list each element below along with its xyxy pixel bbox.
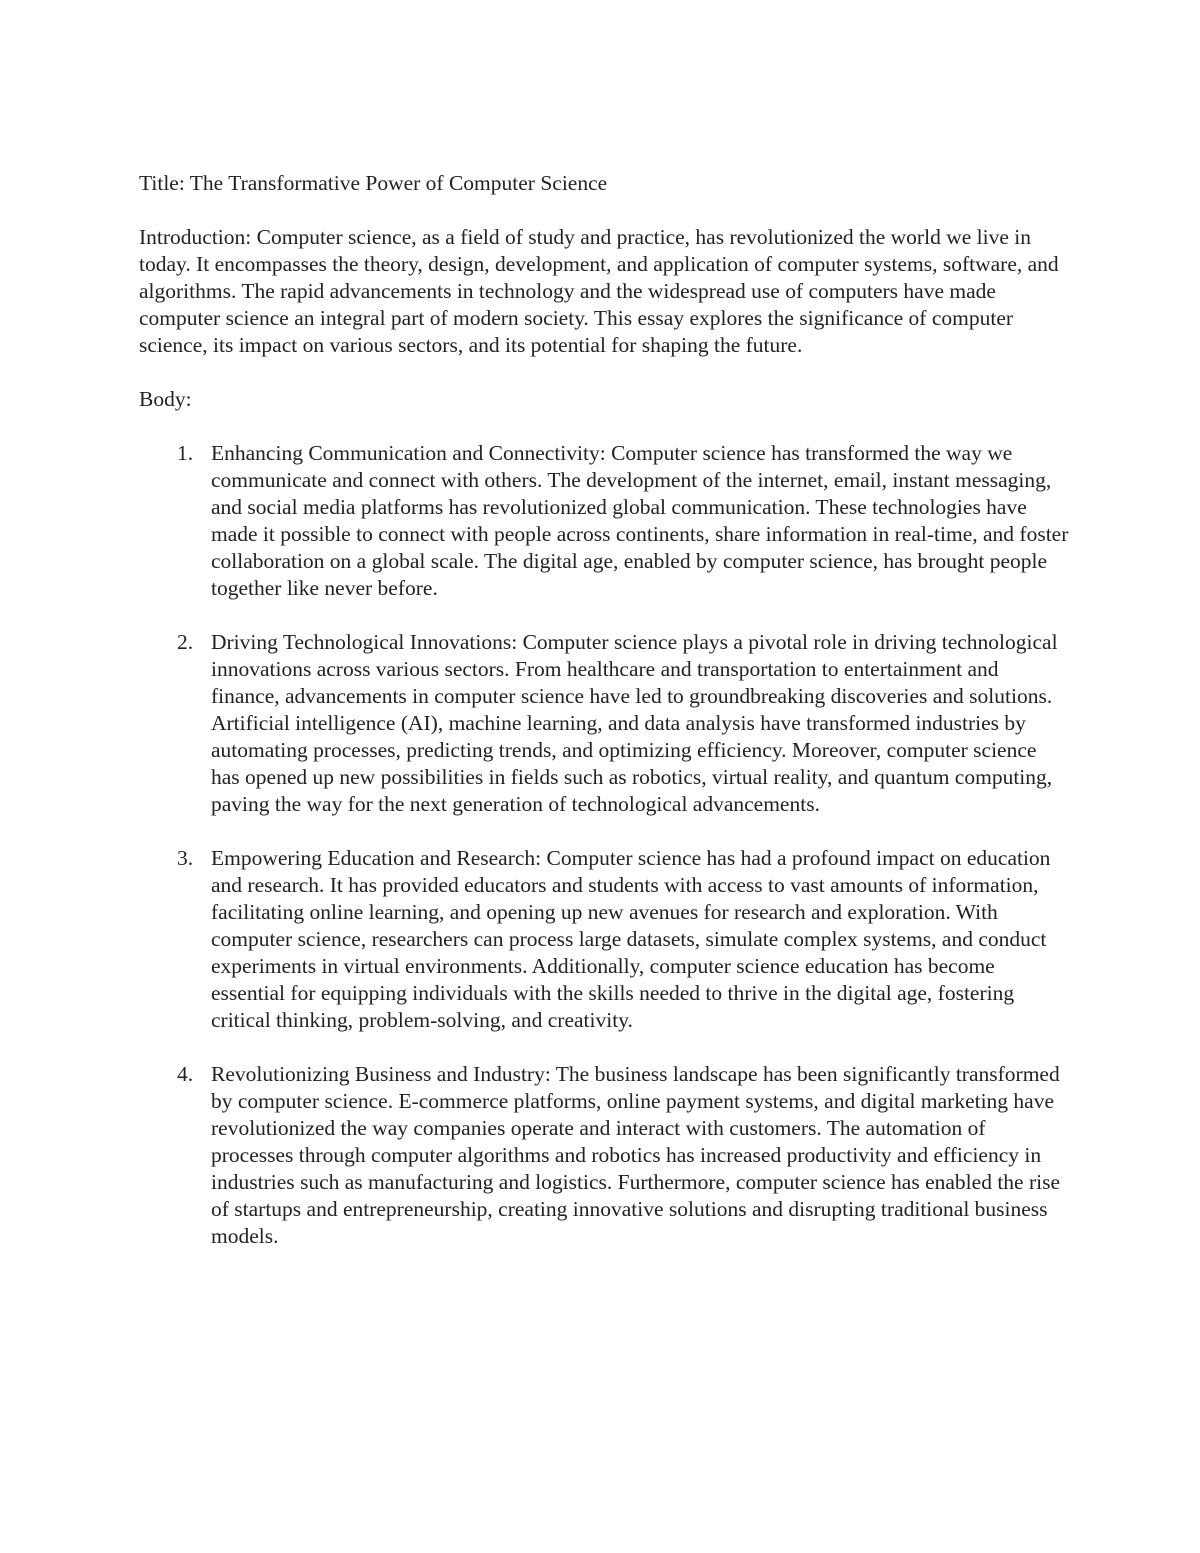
section-text: Computer science has had a profound impact on education and research. It has provided educators and students with access to vast amounts of information, facilitating online learning, and opening up new avenues for research and exploration. With computer science, researchers can process large datasets, simulate complex systems, and conduct experiments in virtual environments. Additionally, computer science education has become essential for equipping individuals with the skills needed to thrive in the digital age, fostering critical thinking, problem-solving, and creativity. — [211, 846, 1051, 1032]
list-item — [139, 629, 1069, 818]
list-item — [139, 845, 1069, 1034]
section-text: Computer science plays a pivotal role in driving technological innovations across various sectors. From healthcare and transportation to entertainment and finance, advancements in computer science have led to groundbreaking discoveries and solutions. Artificial intelligence (AI), machine learning, and data analysis have transformed industries by automating processes, predicting trends, and optimizing efficiency. Moreover, computer science has opened up new possibilities in fields such as robotics, virtual reality, and quantum computing, paving the way for the next generation of technological advancements. — [211, 630, 1058, 816]
section-text: The business landscape has been significantly transformed by computer science. E-commerce platforms, online payment systems, and digital marketing have revolutionized the way companies operate and interact with customers. The automation of processes through computer algorithms and robotics has increased productivity and efficiency in industries such as manufacturing and logistics. Furthermore, computer science has enabled the rise of startups and entrepreneurship, creating innovative solutions and disrupting traditional business models. — [211, 1062, 1060, 1248]
section-text: Computer science has transformed the way we communicate and connect with others. The development of the internet, email, instant messaging, and social media platforms has revolutionized global communication. These technologies have made it possible to connect with people across continents, share information in real-time, and foster collaboration on a global scale. The digital age, enabled by computer science, has brought people together like never before. — [211, 441, 1069, 600]
body-heading: Body: — [139, 387, 192, 411]
list-item-number: 3. — [177, 846, 194, 870]
section-title: Revolutionizing Business and Industry: — [211, 1062, 551, 1086]
section-title: Enhancing Communication and Connectivity: — [211, 441, 606, 465]
document-content — [139, 170, 1069, 1277]
section-title: Driving Technological Innovations: — [211, 630, 518, 654]
list-item — [139, 1061, 1069, 1250]
introduction-paragraph: Introduction: Computer science, as a field of study and practice, has revolutionized the world we live in today. It encompasses the theory, design, development, and application of computer systems, software, and algorithms. The rapid advancements in technology and the widespread use of computers have made computer science an integral part of modern society. This essay explores the significance of computer science, its impact on various sectors, and its potential for shaping the future. — [139, 225, 1059, 357]
list-item-number: 1. — [177, 441, 194, 465]
list-item-number: 2. — [177, 630, 194, 654]
list-item-number: 4. — [177, 1062, 194, 1086]
section-title: Empowering Education and Research: — [211, 846, 542, 870]
document-title: Title: The Transformative Power of Computer Science — [139, 171, 608, 195]
list-item — [139, 440, 1069, 602]
sections-list — [139, 440, 1069, 1250]
